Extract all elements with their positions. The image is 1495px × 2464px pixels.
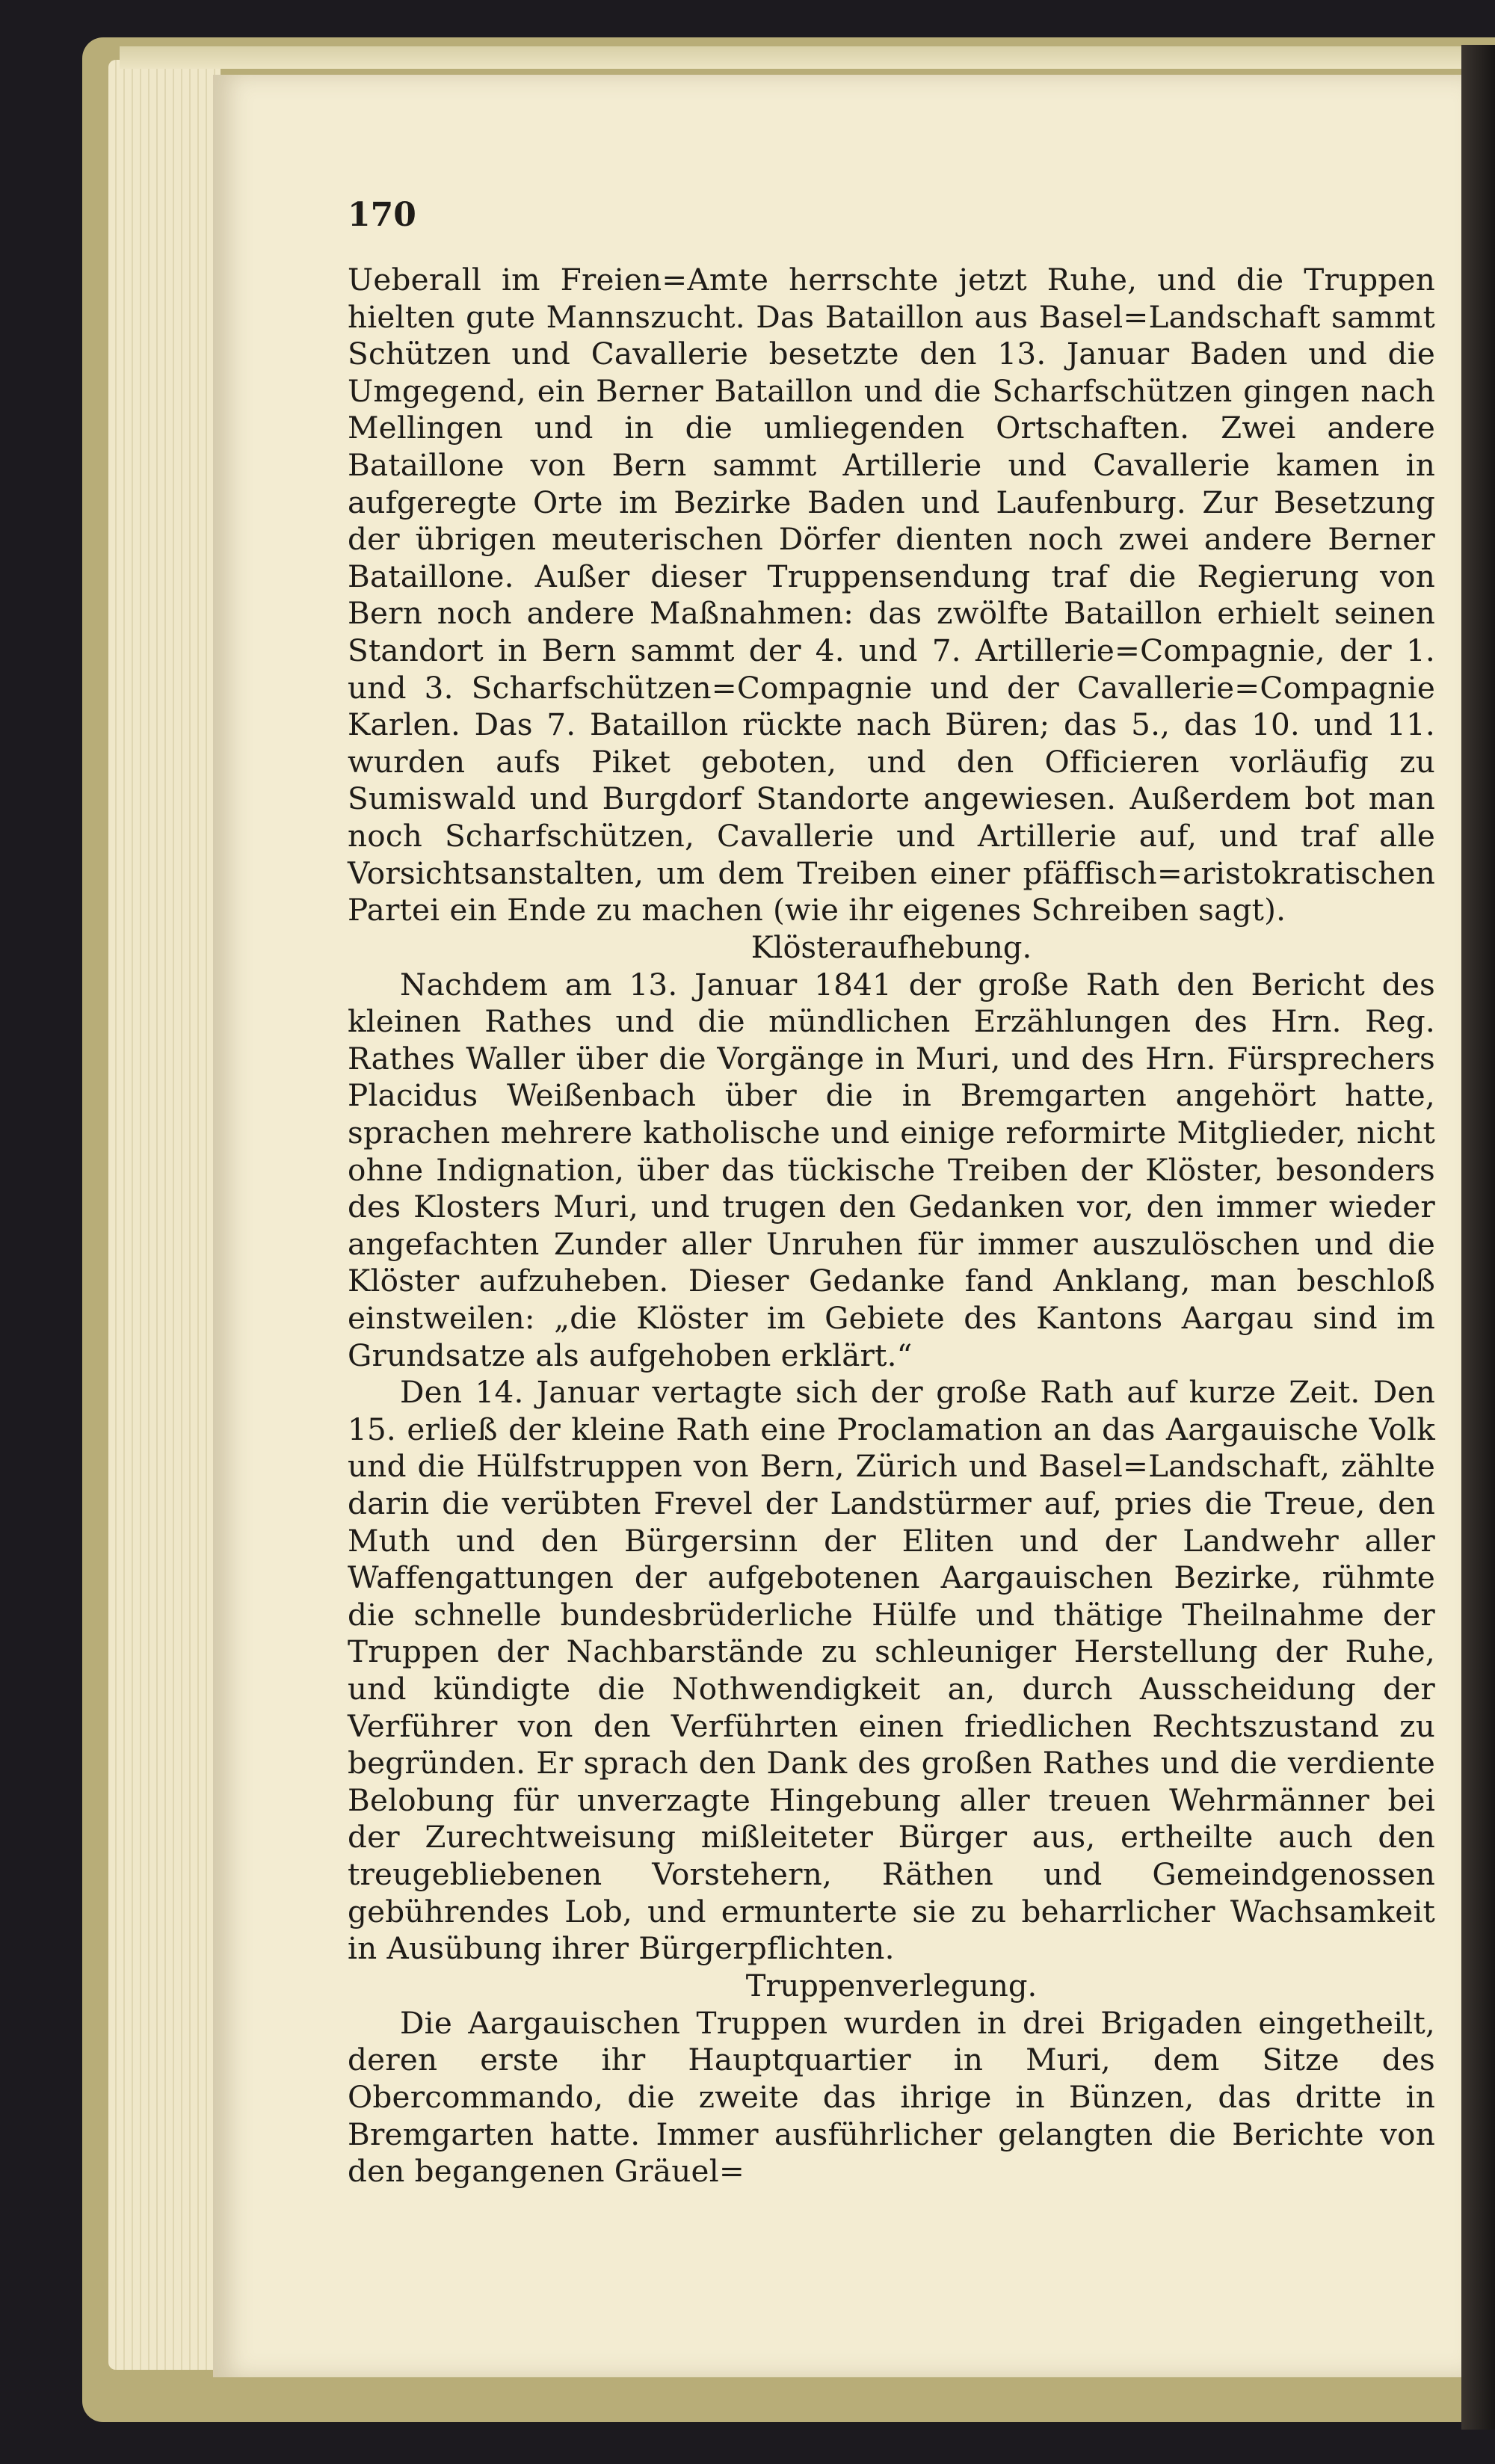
section-heading-truppenverlegung: Truppenverlegung. — [745, 1968, 1038, 2003]
page-edges — [108, 60, 221, 2370]
paragraph: Die Aargauischen Truppen wurden in drei Brigaden eingetheilt, deren erste ihr Hauptquartier in Muri, dem Sitze des Obercommando, die zweite das ihrige in Bünzen, das dritte in Bremgarten hatte. Immer ausführlicher gelangten die Berichte von den begangenen Gräuel= — [348, 2004, 1435, 2190]
gutter-shadow — [1461, 45, 1495, 2430]
page-number: 170 — [348, 196, 416, 234]
section-heading-klosteraufhebung: Klösteraufhebung. — [750, 930, 1032, 965]
book-page — [213, 75, 1461, 2377]
paragraph: Den 14. Januar vertagte sich der große Rath auf kurze Zeit. Den 15. erließ der kleine Rath eine Proclamation an das Aargauische Volk und die Hülfstruppen von Bern, Zürich und Basel=Landschaft, zählte darin die verübten Frevel der Landstürmer auf, pries die Treue, den Muth und den Bürgersinn der Eliten und der Landwehr aller Waffengattungen der aufgebotenen Aargauischen Bezirke, rühmte die schnelle bundesbrüderliche Hülfe und thätige Theilnahme der Truppen der Nachbarstände zu schleuniger Herstellung der Ruhe, und kündigte die Nothwendigkeit an, durch Ausscheidung der Verführer von den Verführten einen friedlichen Rechtszustand zu begründen. Er sprach den Dank des großen Rathes und die verdiente Belobung für unverzagte Hingebung aller treuen Wehrmänner bei der Zurechtweisung mißleiteter Bürger aus, ertheilte auch den treugebliebenen Vorstehern, Räthen und Gemeindgenossen gebührendes Lob, und ermunterte sie zu beharrlicher Wachsamkeit in Ausübung ihrer Bürgerpflichten. — [348, 1374, 1435, 1967]
paragraph: Nachdem am 13. Januar 1841 der große Rath den Bericht des kleinen Rathes und die mündlichen Erzählungen des Hrn. Reg. Rathes Waller über die Vorgänge in Muri, und des Hrn. Fürsprechers Placidus Weißenbach über die in Bremgarten angehört hatte, sprachen mehrere katholische und einige reformirte Mitglieder, nicht ohne Indignation, über das tückische Treiben der Klöster, besonders des Klosters Muri, und trugen den Gedanken vor, den immer wieder angefachten Zunder aller Unruhen für immer auszulöschen und die Klöster aufzuheben. Dieser Gedanke fand Anklang, man beschloß einstweilen: „die Klöster im Gebiete des Kantons Aargau sind im Grundsatze als aufgehoben erklärt.“ — [348, 966, 1435, 1373]
paragraph-intro: Ueberall im Freien=Amte herrschte jetzt Ruhe, und die Truppen hielten gute Mannszucht. Das Bataillon aus Basel=Landschaft sammt Schützen und Cavallerie besetzte den 13. Januar Baden und die Umgegend, ein Berner Bataillon und die Scharfschützen gingen nach Mellingen und in die umliegenden Ortschaften. Zwei andere Bataillone von Bern sammt Artillerie und Cavallerie kamen in aufgeregte Orte im Bezirke Baden und Laufenburg. Zur Besetzung der übrigen meuterischen Dörfer dienten noch zwei andere Berner Bataillone. Außer dieser Truppensendung traf die Regierung von Bern noch andere Maßnahmen: das zwölfte Bataillon erhielt seinen Standort in Bern sammt der 4. und 7. Artillerie=Compagnie, der 1. und 3. Scharfschützen=Compagnie und der Cavallerie=Compagnie Karlen. Das 7. Bataillon rückte nach Büren; das 5., das 10. und 11. wurden aufs Piket geboten, und den Officieren vorläufig zu Sumiswald und Burgdorf Standorte angewiesen. Außerdem bot man noch Scharfschützen, Cavallerie und Artillerie auf, und traf alle Vorsichtsanstalten, um dem Treiben einer pfäffisch=aristokratischen Partei ein Ende zu machen (wie ihr eigenes Schreiben sagt). — [348, 262, 1435, 928]
page-top-edge — [120, 46, 1465, 69]
page-body — [348, 262, 1435, 2190]
